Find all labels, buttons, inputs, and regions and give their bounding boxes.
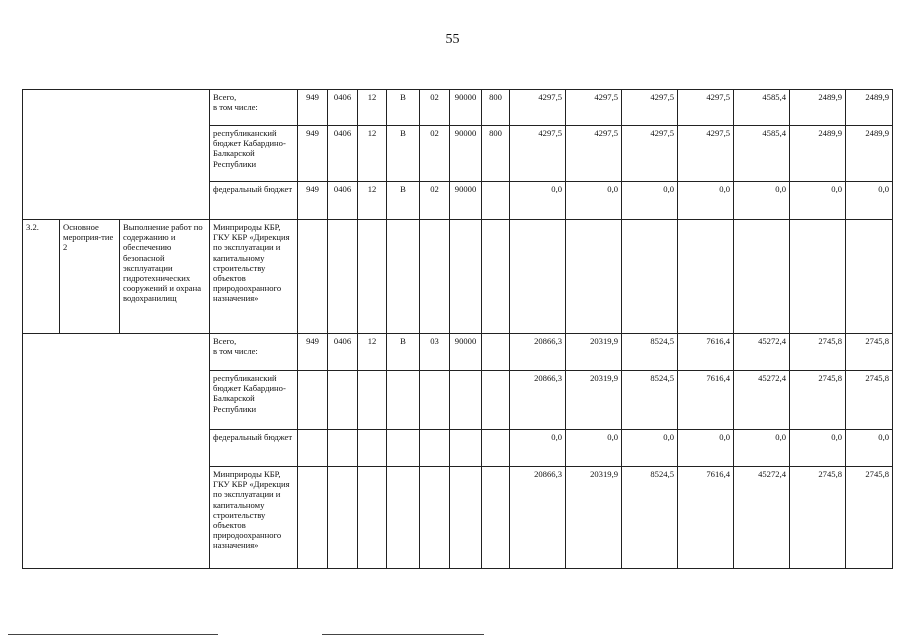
value-cell: 4297,5 — [622, 126, 678, 182]
value-cell: 7616,4 — [678, 371, 734, 430]
value-cell: 20319,9 — [566, 371, 622, 430]
footer-rule — [322, 634, 484, 635]
value-cell: 4297,5 — [510, 90, 566, 126]
empty-cell — [328, 220, 358, 334]
funding-source-cell: федеральный бюджет — [210, 182, 298, 220]
merged-empty-cell — [23, 90, 210, 220]
code-cs1: 12 — [358, 126, 387, 182]
code-gr — [298, 430, 328, 467]
funding-source-cell: федеральный бюджет — [210, 430, 298, 467]
value-cell: 0,0 — [510, 430, 566, 467]
code-gr: 949 — [298, 182, 328, 220]
value-cell: 0,0 — [678, 430, 734, 467]
value-cell: 8524,5 — [622, 334, 678, 371]
value-cell: 0,0 — [566, 182, 622, 220]
code-cs3: 02 — [420, 182, 450, 220]
value-cell: 8524,5 — [622, 467, 678, 569]
value-cell: 20866,3 — [510, 371, 566, 430]
value-cell: 2745,8 — [790, 371, 846, 430]
value-cell: 2745,8 — [846, 371, 893, 430]
item-name: Выполнение работ по содержанию и обеспечению безопасной эксплуатации гидротехнических сооружений и охрана водохранилищ — [120, 220, 210, 334]
value-cell: 0,0 — [846, 430, 893, 467]
item-status: Основное мероприя-тие 2 — [60, 220, 120, 334]
code-rz: 0406 — [328, 334, 358, 371]
value-cell: 2745,8 — [790, 334, 846, 371]
value-cell: 0,0 — [678, 182, 734, 220]
empty-cell — [420, 220, 450, 334]
code-rz: 0406 — [328, 90, 358, 126]
code-cs2: В — [387, 182, 420, 220]
value-cell: 0,0 — [622, 182, 678, 220]
code-cs3: 02 — [420, 90, 450, 126]
code-cs4 — [450, 430, 482, 467]
merged-empty-cell — [23, 334, 210, 569]
value-cell: 20319,9 — [566, 467, 622, 569]
code-vr — [482, 182, 510, 220]
code-cs4: 90000 — [450, 182, 482, 220]
code-gr: 949 — [298, 90, 328, 126]
value-cell: 4585,4 — [734, 126, 790, 182]
code-gr: 949 — [298, 334, 328, 371]
value-cell: 7616,4 — [678, 334, 734, 371]
code-cs4 — [450, 467, 482, 569]
value-cell: 0,0 — [734, 430, 790, 467]
code-rz: 0406 — [328, 126, 358, 182]
funding-source-cell: Всего, в том числе: — [210, 90, 298, 126]
value-cell: 0,0 — [734, 182, 790, 220]
value-cell: 45272,4 — [734, 467, 790, 569]
code-vr — [482, 430, 510, 467]
code-vr — [482, 467, 510, 569]
code-cs4: 90000 — [450, 334, 482, 371]
empty-cell — [846, 220, 893, 334]
code-cs3: 02 — [420, 126, 450, 182]
funding-source-cell: Минприроды КБР, ГКУ КБР «Дирекция по эксплуатации и капитальному строительству объектов природоохранного назначения» — [210, 467, 298, 569]
code-cs1 — [358, 430, 387, 467]
value-cell: 4297,5 — [678, 90, 734, 126]
empty-cell — [622, 220, 678, 334]
value-cell: 8524,5 — [622, 371, 678, 430]
code-gr — [298, 467, 328, 569]
code-cs4: 90000 — [450, 126, 482, 182]
page-number: 55 — [445, 32, 460, 47]
value-cell: 4297,5 — [622, 90, 678, 126]
value-cell: 0,0 — [510, 182, 566, 220]
value-cell: 2489,9 — [790, 126, 846, 182]
value-cell: 4585,4 — [734, 90, 790, 126]
code-cs1 — [358, 467, 387, 569]
code-cs3 — [420, 430, 450, 467]
budget-table — [22, 89, 893, 569]
empty-cell — [358, 220, 387, 334]
code-cs3 — [420, 371, 450, 430]
code-vr — [482, 334, 510, 371]
value-cell: 4297,5 — [510, 126, 566, 182]
code-cs3 — [420, 467, 450, 569]
code-gr: 949 — [298, 126, 328, 182]
code-rz — [328, 467, 358, 569]
code-rz: 0406 — [328, 182, 358, 220]
empty-cell — [387, 220, 420, 334]
empty-cell — [678, 220, 734, 334]
funding-source-cell: республиканский бюджет Кабардино-Балкарской Республики — [210, 371, 298, 430]
code-cs1: 12 — [358, 334, 387, 371]
code-cs2 — [387, 467, 420, 569]
value-cell: 20319,9 — [566, 334, 622, 371]
value-cell: 2745,8 — [790, 467, 846, 569]
item-executor: Минприроды КБР, ГКУ КБР «Дирекция по эксплуатации и капитальному строительству объектов природоохранного назначения» — [210, 220, 298, 334]
code-cs1: 12 — [358, 90, 387, 126]
code-vr: 800 — [482, 90, 510, 126]
empty-cell — [298, 220, 328, 334]
value-cell: 45272,4 — [734, 371, 790, 430]
empty-cell — [450, 220, 482, 334]
value-cell: 0,0 — [790, 182, 846, 220]
value-cell: 20866,3 — [510, 334, 566, 371]
code-cs2: В — [387, 90, 420, 126]
funding-source-cell: Всего, в том числе: — [210, 334, 298, 371]
value-cell: 4297,5 — [566, 126, 622, 182]
code-cs2 — [387, 430, 420, 467]
empty-cell — [790, 220, 846, 334]
code-cs2: В — [387, 126, 420, 182]
value-cell: 20866,3 — [510, 467, 566, 569]
value-cell: 0,0 — [566, 430, 622, 467]
value-cell: 2745,8 — [846, 334, 893, 371]
code-rz — [328, 430, 358, 467]
empty-cell — [510, 220, 566, 334]
value-cell: 4297,5 — [566, 90, 622, 126]
table-row — [23, 220, 893, 334]
value-cell: 0,0 — [846, 182, 893, 220]
code-vr — [482, 371, 510, 430]
code-vr: 800 — [482, 126, 510, 182]
code-cs2: В — [387, 334, 420, 371]
code-cs4 — [450, 371, 482, 430]
table-row — [23, 334, 893, 371]
empty-cell — [566, 220, 622, 334]
value-cell: 2745,8 — [846, 467, 893, 569]
code-cs2 — [387, 371, 420, 430]
code-cs4: 90000 — [450, 90, 482, 126]
item-number: 3.2. — [23, 220, 60, 334]
empty-cell — [482, 220, 510, 334]
value-cell: 7616,4 — [678, 467, 734, 569]
empty-cell — [734, 220, 790, 334]
funding-source-cell: республиканский бюджет Кабардино-Балкарской Республики — [210, 126, 298, 182]
value-cell: 0,0 — [790, 430, 846, 467]
value-cell: 4297,5 — [678, 126, 734, 182]
footer-rule — [8, 634, 218, 635]
value-cell: 0,0 — [622, 430, 678, 467]
value-cell: 2489,9 — [790, 90, 846, 126]
value-cell: 2489,9 — [846, 126, 893, 182]
code-cs1 — [358, 371, 387, 430]
code-rz — [328, 371, 358, 430]
value-cell: 2489,9 — [846, 90, 893, 126]
table-row — [23, 90, 893, 126]
code-cs3: 03 — [420, 334, 450, 371]
code-cs1: 12 — [358, 182, 387, 220]
value-cell: 45272,4 — [734, 334, 790, 371]
code-gr — [298, 371, 328, 430]
